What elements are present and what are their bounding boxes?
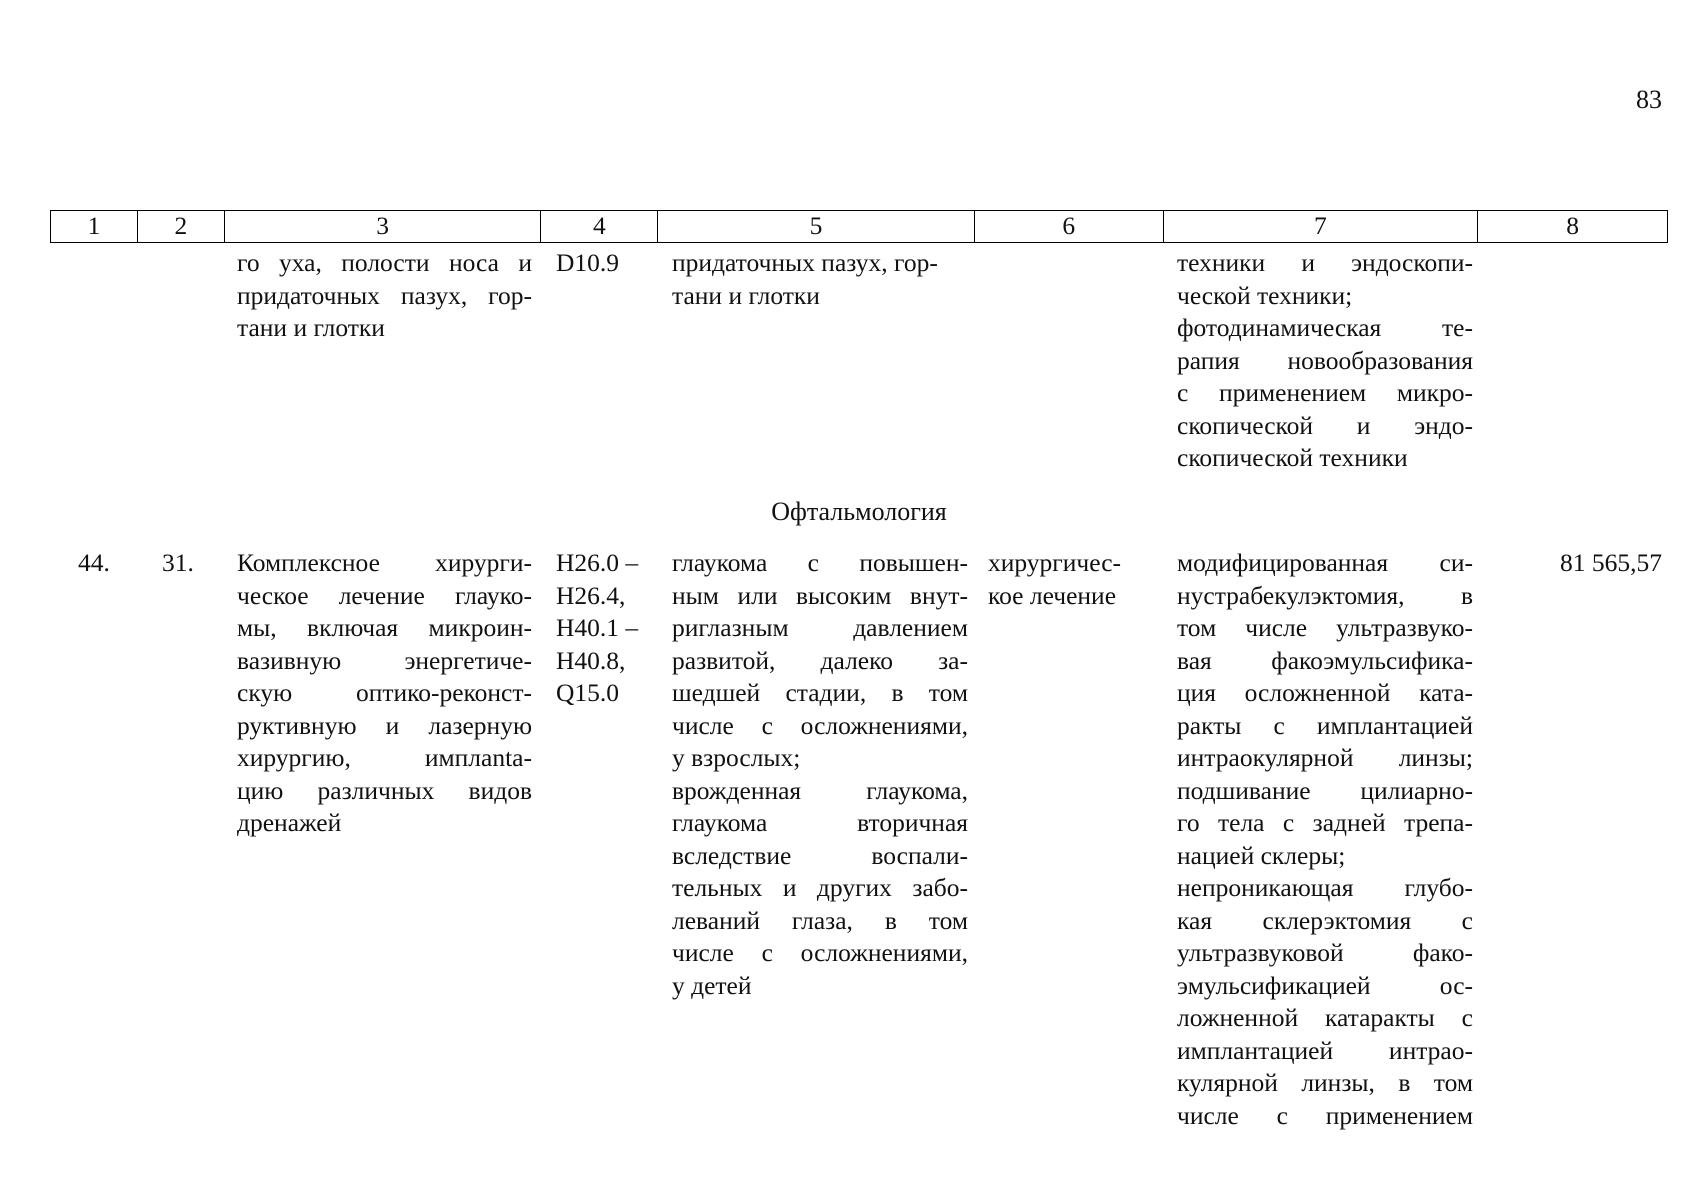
text-line: подшивание цилиарно-: [1177, 775, 1473, 805]
text-line: числе с осложнениями,: [672, 938, 968, 967]
text-line: вазивную энергетиче-: [237, 645, 532, 675]
text-line: числе с применением: [1177, 1100, 1473, 1130]
text-line: го уха, полости носа и: [237, 248, 532, 277]
text-line: интраокулярной линзы;: [1177, 743, 1473, 772]
section-title: Офтальмология: [771, 497, 947, 526]
text-line: том числе ультразвуко-: [1177, 613, 1473, 642]
text-line: глаукома вторичная: [672, 808, 968, 837]
row-44-subnumber: 31.: [162, 548, 194, 577]
continued-row-col3: [237, 247, 532, 345]
row-44-col7: [1177, 547, 1473, 1132]
column-header-4: 4: [541, 211, 658, 242]
text-line: тельных и других забо-: [672, 873, 968, 902]
text-line: ция осложненной ката-: [1177, 678, 1473, 707]
text-line: тани и глотки: [237, 313, 385, 342]
row-44-col5: [672, 547, 968, 1002]
text-line: модифицированная си-: [1177, 548, 1473, 577]
column-header-7: 7: [1164, 211, 1479, 242]
text-line: кая склерэктомия с: [1177, 905, 1473, 935]
text-line: хирургичес-: [988, 548, 1122, 577]
continued-row-col4: [556, 247, 656, 280]
text-line: риглазным давлением: [672, 613, 968, 642]
text-line: цию различных видов: [237, 775, 532, 805]
text-line: шедшей стадии, в том: [672, 678, 968, 707]
text-line: скопической и эндо-: [1177, 410, 1473, 440]
text-line: ческой техники;: [1177, 280, 1353, 310]
continued-row-col5: [672, 247, 968, 312]
text-line: дренажей: [237, 808, 342, 837]
text-line: Комплексное хирурги-: [237, 548, 532, 577]
text-line: Q15.0: [556, 678, 620, 707]
text-line: имплантацией интрао-: [1177, 1035, 1473, 1065]
row-44-price: 81 565,57: [1560, 548, 1662, 577]
text-line: H40.1 –: [556, 613, 639, 642]
column-header-2: 2: [138, 211, 225, 242]
text-line: числе с осложнениями,: [672, 710, 968, 740]
text-line: с применением микро-: [1177, 378, 1473, 407]
text-line: H26.0 –: [556, 548, 639, 577]
text-line: рапия новообразования: [1177, 345, 1473, 375]
text-line: тани и глотки: [672, 280, 820, 310]
column-header-1: 1: [51, 211, 138, 242]
text-line: кое лечение: [988, 580, 1117, 610]
text-line: развитой, далеко за-: [672, 645, 968, 675]
continued-row-col7: [1177, 247, 1473, 475]
text-line: придаточных пазух, гор-: [237, 280, 532, 310]
text-line: H40.8,: [556, 645, 626, 675]
column-header-6: 6: [975, 211, 1164, 242]
column-header-row: [50, 210, 1668, 243]
text-line: ческое лечение глауко-: [237, 580, 532, 610]
text-line: ложненной катаракты с: [1177, 1003, 1473, 1032]
text-line: го тела с задней трепа-: [1177, 808, 1473, 837]
text-line: леваний глаза, в том: [672, 905, 968, 935]
column-header-3: 3: [225, 211, 542, 242]
text-line: глаукома с повышен-: [672, 548, 968, 577]
text-line: вследствие воспали-: [672, 840, 968, 870]
text-line: эмульсификацией ос-: [1177, 970, 1473, 1000]
page-number: 83: [1636, 85, 1662, 114]
text-line: H26.4,: [556, 580, 626, 610]
text-line: ультразвуковой фако-: [1177, 938, 1473, 967]
column-header-5: 5: [658, 211, 975, 242]
text-line: руктивную и лазерную: [237, 710, 532, 740]
text-line: вая факоэмульсифика-: [1177, 645, 1473, 675]
text-line: у взрослых;: [672, 743, 801, 772]
text-line: скопической техники: [1177, 443, 1408, 472]
row-44-col6: [988, 547, 1168, 612]
text-line: хирургию, имплanta-: [237, 743, 532, 772]
text-line: D10.9: [556, 248, 620, 277]
row-44-col4: [556, 547, 656, 710]
text-line: мы, включая микроин-: [237, 613, 532, 642]
text-line: нацией склеры;: [1177, 840, 1346, 870]
text-line: нустрабекулэктомия, в: [1177, 580, 1473, 610]
column-header-8: 8: [1566, 211, 1579, 240]
text-line: кулярной линзы, в том: [1177, 1068, 1473, 1097]
text-line: непроникающая глубо-: [1177, 873, 1473, 902]
text-line: фотодинамическая те-: [1177, 313, 1473, 342]
text-line: ракты с имплантацией: [1177, 710, 1473, 740]
row-44-number: 44.: [78, 548, 110, 577]
text-line: придаточных пазух, гор-: [672, 248, 938, 277]
text-line: у детей: [672, 970, 752, 1000]
text-line: техники и эндоскопи-: [1177, 248, 1473, 277]
row-44-col3: [237, 547, 532, 840]
text-line: скую оптико-реконст-: [237, 678, 532, 707]
text-line: врожденная глаукома,: [672, 775, 968, 805]
text-line: ным или высоким внут-: [672, 580, 968, 610]
